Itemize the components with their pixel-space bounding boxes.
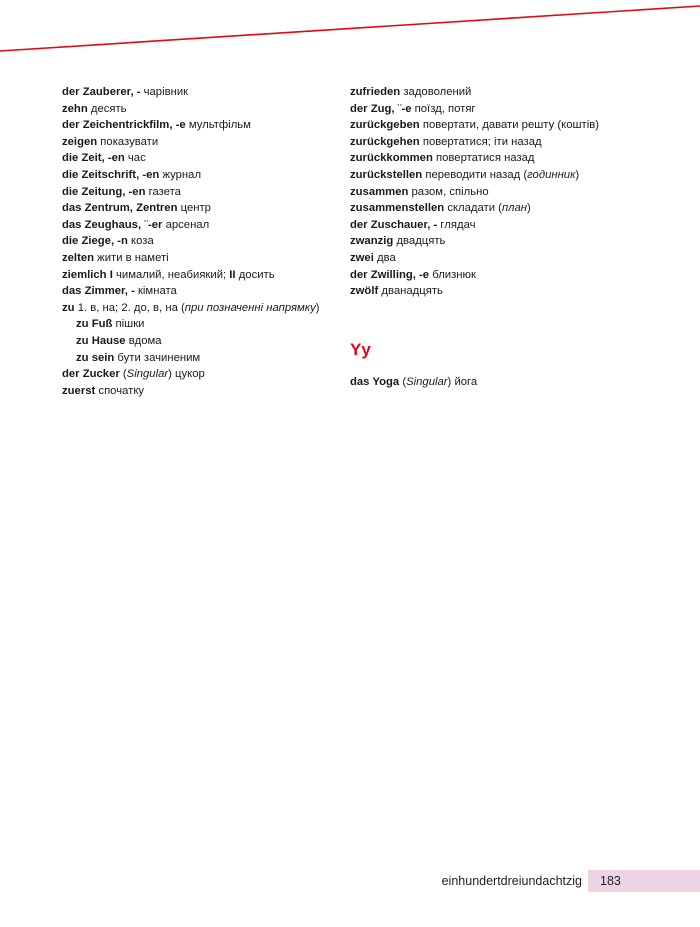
dictionary-entry — [62, 134, 362, 151]
dictionary-entry — [350, 200, 650, 217]
dictionary-entry — [350, 101, 650, 118]
dictionary-entry — [350, 283, 650, 300]
entry-translation: ) йога — [447, 375, 478, 388]
entry-translation: разом, спільно — [408, 185, 489, 198]
entry-headword: das Zeughaus, ¨-er — [62, 218, 163, 231]
dictionary-entry — [350, 117, 650, 134]
entry-translation: арсенал — [162, 218, 210, 231]
entry-translation: бути зачиненим — [114, 351, 201, 364]
page-number: 183 — [600, 874, 621, 888]
entry-translation: два — [373, 251, 396, 264]
dictionary-entry — [62, 150, 362, 167]
entry-translation: глядач — [437, 218, 476, 231]
dictionary-entry — [350, 267, 650, 284]
entry-translation: повертатися назад — [432, 152, 535, 165]
entry-translation: поїзд, потяг — [411, 102, 476, 115]
entry-headword: zehn — [62, 102, 88, 115]
entry-headword: der Zuschauer, - — [350, 218, 438, 231]
entry-translation: ) — [315, 301, 320, 314]
entry-headword: zusammen — [350, 185, 409, 198]
entry-translation: Singular — [406, 375, 448, 388]
page-number-word: einhundertdreiundachtzig — [441, 874, 582, 888]
entry-translation: складати ( — [444, 202, 502, 215]
entry-translation: двадцять — [393, 235, 446, 248]
entry-translation: 1. в, на; 2. до, в, на ( — [74, 301, 185, 314]
entry-headword: zu — [62, 301, 75, 314]
entry-headword: der Zucker — [62, 368, 120, 381]
dictionary-entry — [350, 184, 650, 201]
entry-headword: der Zeichentrickfilm, -e — [62, 119, 186, 132]
entry-translation: дванадцять — [378, 285, 443, 298]
entry-headword: zusammenstellen — [350, 202, 445, 215]
dictionary-entry — [62, 366, 362, 383]
dictionary-entry — [62, 117, 362, 134]
dictionary-entry — [350, 217, 650, 234]
entry-translation: переводити назад ( — [422, 168, 528, 181]
dictionary-entry — [350, 374, 650, 391]
entry-translation: годинник — [527, 168, 576, 181]
dictionary-entry — [62, 300, 362, 317]
dictionary-entry — [350, 233, 650, 250]
entry-translation: жити в наметі — [94, 251, 169, 264]
dictionary-entry — [62, 383, 362, 400]
dictionary-entry — [62, 167, 362, 184]
dictionary-entry — [62, 200, 362, 217]
entry-headword: zu sein — [76, 351, 115, 364]
dictionary-entry — [350, 167, 650, 184]
dictionary-entry — [350, 134, 650, 151]
entry-translation: план — [501, 202, 528, 215]
entry-translation: спочатку — [95, 384, 145, 397]
entry-headword: der Zug, ¨-e — [350, 102, 412, 115]
header-red-line — [0, 0, 700, 60]
entry-translation: повертати, давати решту (коштів) — [419, 119, 600, 132]
entry-headword: das Zimmer, - — [62, 285, 135, 298]
entry-headword: zu Fuß — [76, 318, 113, 331]
right-entries — [350, 84, 650, 300]
entry-headword: der Zwilling, -e — [350, 268, 430, 281]
entry-translation: пішки — [112, 318, 145, 331]
left-column — [62, 84, 362, 399]
entry-translation: вдома — [125, 334, 162, 347]
entry-translation: ) — [527, 202, 531, 215]
entry-translation: ( — [119, 368, 127, 381]
entry-headword: zelten — [62, 251, 95, 264]
dictionary-entry — [62, 84, 362, 101]
entry-translation: досить — [235, 268, 275, 281]
entry-headword: zeigen — [62, 135, 98, 148]
section-y-entries — [350, 374, 650, 391]
entry-headword: die Zeit, -en — [62, 152, 125, 165]
entry-translation: ) — [575, 168, 580, 181]
entry-headword: zurückkommen — [350, 152, 433, 165]
entry-translation: чарівник — [140, 86, 189, 98]
entry-translation: чималий, неабиякий; — [112, 268, 230, 281]
entry-headword: die Ziege, -n — [62, 235, 128, 248]
dictionary-entry — [62, 267, 362, 284]
entry-headword: zwölf — [350, 285, 379, 298]
entry-headword: zurückstellen — [350, 168, 423, 181]
entry-headword: zwanzig — [350, 235, 394, 248]
entry-translation: газета — [145, 185, 181, 198]
entry-headword: zurückgehen — [350, 135, 420, 148]
entry-translation: при позначенні напрямку — [184, 301, 316, 314]
entry-translation: Singular — [126, 368, 169, 381]
entry-headword: zwei — [350, 251, 374, 264]
entry-translation: ) цукор — [168, 368, 205, 381]
entry-translation: центр — [177, 202, 211, 215]
dictionary-entry — [62, 316, 362, 333]
entry-headword: das Zentrum, Zentren — [62, 202, 178, 215]
entry-translation: час — [124, 152, 146, 165]
entry-headword: zufrieden — [350, 86, 401, 98]
entry-translation: коза — [127, 235, 154, 248]
entry-headword: die Zeitschrift, -en — [62, 168, 160, 181]
entry-translation: повертатися; іти назад — [419, 135, 542, 148]
dictionary-entry — [62, 101, 362, 118]
entry-headword: zurückgeben — [350, 119, 420, 132]
dictionary-entry — [350, 150, 650, 167]
dictionary-entry — [350, 250, 650, 267]
entry-translation: задоволений — [400, 86, 472, 98]
entry-translation: журнал — [159, 168, 202, 181]
entry-headword: der Zauberer, - — [62, 86, 141, 98]
entry-translation: II — [229, 268, 236, 281]
entry-headword: zuerst — [62, 384, 96, 397]
entry-headword: die Zeitung, -en — [62, 185, 146, 198]
section-heading-y: Yy — [350, 339, 371, 359]
entry-translation: близнюк — [429, 268, 476, 281]
dictionary-entry — [62, 350, 362, 367]
dictionary-entry — [62, 250, 362, 267]
entry-translation: мультфільм — [185, 119, 251, 132]
entry-headword: ziemlich I — [62, 268, 113, 281]
entry-translation: кімната — [134, 285, 177, 298]
entry-translation: десять — [87, 102, 127, 115]
dictionary-entry — [62, 233, 362, 250]
entry-translation: показувати — [97, 135, 159, 148]
dictionary-entry — [62, 184, 362, 201]
dictionary-entry — [350, 84, 650, 101]
entry-headword: zu Hause — [76, 334, 126, 347]
entry-headword: das Yoga — [350, 375, 400, 388]
dictionary-entry — [62, 333, 362, 350]
entry-translation: ( — [399, 375, 407, 388]
dictionary-entry — [62, 283, 362, 300]
dictionary-entry — [62, 217, 362, 234]
right-column — [350, 84, 650, 390]
